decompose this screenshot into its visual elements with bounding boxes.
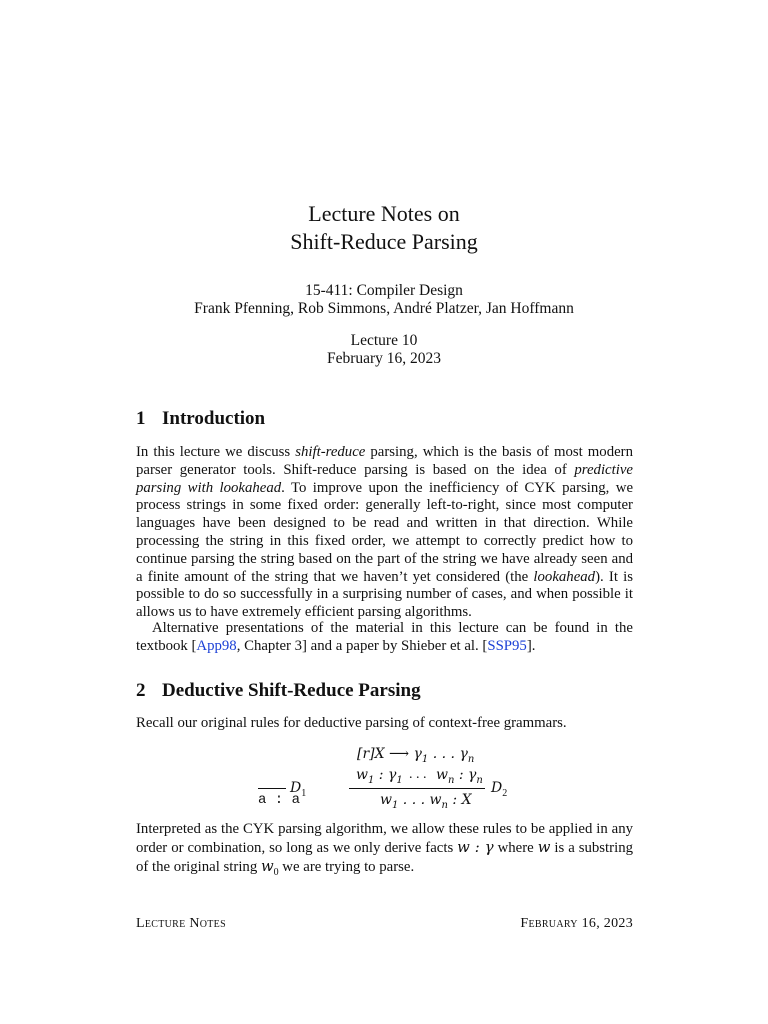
footer-right: February 16, 2023 (520, 916, 633, 931)
section-2-heading (136, 679, 421, 703)
section-1-title: Introduction (162, 408, 266, 429)
rule-d2-label: $D_2$ (491, 780, 508, 799)
lecture-date: February 16, 2023 (326, 350, 442, 367)
rule-d1-label: $D_1$ (290, 780, 307, 799)
title-line-2: Shift-Reduce Parsing (290, 229, 478, 254)
rule-d2-production: [r]X ⟶ $\gamma_1$ . . . $\gamma_n$ (357, 746, 475, 765)
citation-link-ssp95[interactable]: SSP95 (487, 637, 527, 654)
intro-paragraph: In this lecture we discuss shift-reduce parsing, which is the basis of most modern parser generator tools. Shift-reduce parsing is based on the idea of predictive parsing with lookahead. To improve upon the inefficiency of CYK parsing, we process strings in some fixed order: generally left-to-right, since most computer languages have been designed to be read and written in that direction. While processing the string in this fixed order, we attempt to correctly predict how to continue parsing the string based on the part of the string we have already seen and a finite amount of the string that we haven’t yet considered (the lookahead). It is possible to do so successfully in a surprising number of cases, and when possible it allows us to have extremely efficient parsing algorithms. (136, 444, 634, 621)
section-2-title: Deductive Shift-Reduce Parsing (162, 680, 421, 701)
citation-link-app98[interactable]: App98 (196, 637, 237, 654)
rule-d2-premise-last: $w_n$ : $\gamma_n$ (436, 767, 483, 786)
footer-left: Lecture Notes (136, 916, 226, 931)
rule-d1-conclusion: a : a (258, 792, 301, 808)
alternatives-paragraph: Alternative presentations of the material in this lecture can be found in the textbook [App98, Chapter 3] and a paper by Shieber et al. [SSP95]. (136, 620, 633, 654)
course-name: 15-411: Compiler Design (305, 282, 463, 299)
section-1-heading (136, 407, 265, 431)
rule-d1-bar (258, 788, 286, 789)
rule-d2-premise-first: $w_1$ : $\gamma_1$ (356, 767, 403, 786)
title-line-1: Lecture Notes on (308, 201, 460, 226)
rule-d2-bar (349, 788, 485, 789)
section-2-number: 2 (136, 680, 146, 701)
rule-d2-premise-dots: . . . (409, 767, 427, 782)
recall-paragraph: Recall our original rules for deductive parsing of context-free grammars. (136, 715, 567, 731)
cyk-paragraph: Interpreted as the CYK parsing algorithm, we allow these rules to be applied in any order or combination, so long as we only derive facts w : γ where w is a substring of the original string $w_0$ we are trying to parse. (136, 821, 633, 878)
authors: Frank Pfenning, Rob Simmons, André Platzer, Jan Hoffmann (194, 300, 574, 317)
rule-d2-conclusion: $w_1$ . . . $w_n$ : X (380, 792, 472, 811)
lecture-number: Lecture 10 (350, 332, 418, 349)
section-1-number: 1 (136, 408, 146, 429)
